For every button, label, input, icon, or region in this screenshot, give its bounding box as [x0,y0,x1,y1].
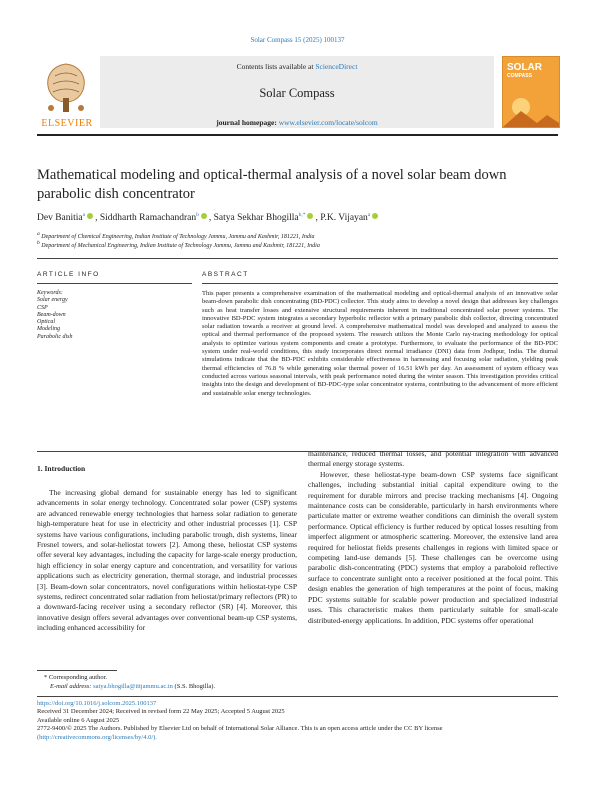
keywords-list [37,290,73,341]
journal-name: Solar Compass [259,86,335,100]
journal-cover-thumbnail [502,56,560,128]
journal-reference[interactable]: Solar Compass 15 (2025) 100137 [250,36,345,44]
contents-line [100,62,494,71]
author-list: Dev Banitia$^a$ , Siddharth Ramachandran$^b$ , Satya Sekhar Bhogilla$^{b,*}$ , P.K. Vijayan$^a$ [37,212,557,223]
header-rule [37,134,558,136]
keyword: CSP [37,304,48,311]
keyword: Parabolic dish [37,333,73,340]
homepage-link[interactable]: www.elsevier.com/locate/solcom [278,118,378,127]
cover-title-line-2: COMPASS [507,73,532,79]
affiliation-mark: b [37,240,40,246]
orcid-icon[interactable] [307,213,313,219]
orcid-icon[interactable] [372,213,378,219]
orcid-icon[interactable] [87,213,93,219]
keyword: Modeling [37,326,60,333]
homepage-prefix: journal homepage: [216,118,277,127]
intro-right-column [308,449,558,626]
author-name[interactable]: Satya Sekhar Bhogilla [213,213,299,224]
section-heading-introduction: 1. Introduction [37,464,86,473]
body-paragraph: maintenance, reduced thermal losses, and potential integration with advanced thermal energy storage systems. [308,449,558,469]
affiliation-b [37,240,320,249]
keywords-label: Keywords: [37,290,63,296]
intro-left-column [37,488,297,634]
author-name[interactable]: P.K. Vijayan [320,213,368,224]
keyword: Optical [37,319,55,326]
abstract-rule [202,283,558,284]
affiliation-rule [37,258,558,259]
affiliation-mark: a [37,231,40,237]
author-affiliation-mark[interactable]: a [82,212,86,218]
author-affiliation-mark[interactable]: b [196,212,199,218]
cover-title-line-1: SOLAR [507,62,542,73]
homepage-line [100,118,494,127]
affiliation-a [37,231,315,240]
article-dates: Received 31 December 2024; Received in revised form 22 May 2025; Accepted 5 August 2025 [37,708,285,716]
author-name[interactable]: Dev Banitia [37,213,83,224]
corresponding-author-note: * Corresponding author. [44,674,108,681]
footer-rule [37,696,558,697]
footer [37,700,558,742]
author-affiliation-mark[interactable]: b,* [298,212,306,218]
abstract-heading: ABSTRACT [202,271,249,278]
footnote-rule [37,670,117,671]
cover-art-icon [503,93,559,127]
contents-prefix: Contents lists available at [236,62,314,71]
doi-link[interactable]: https://doi.org/10.1016/j.solcom.2025.100137 [37,700,157,707]
email-link[interactable]: satya.bhogilla@iitjammu.ac.in [93,683,173,690]
sciencedirect-link[interactable]: ScienceDirect [315,62,358,71]
keyword: Solar energy [37,297,68,304]
orcid-icon[interactable] [201,213,207,219]
publisher-name: ELSEVIER [41,118,93,129]
affiliation-text: Department of Chemical Engineering, Indian Institute of Technology Jammu, Jammu and Kashmir, 181221, India [41,234,315,240]
body-paragraph: However, these heliostat-type beam-down CSP systems face significant challenges, including substantial initial capital expenditure owing to the requirement for durable mirrors and precise tracking mechanisms [4]. Ongoing maintenance costs can be considerable, particularly in harsh environments where particulate matter or extreme weather conditions can diminish the overall system performance. Optical efficiency is further reduced by optical losses resulting from imperfect alignment or atmospheric scattering. Moreover, the extensive land area required for heliostat fields presents challenges in regions with limited space or competing land-use demands [5]. These challenges can be overcome using parabolic dish-concentrating (PDC) systems that employ a paraboloid reflective surface to concentrate sunlight onto a receiver positioned at the focal point. This design enables the generation of high temperatures at the point of focus, making PDC systems suitable for scalable power production and specialized industrial uses. This characteristic makes them particularly suitable for small-scale distributed-energy applications. In addition, PDC systems offer operational [308,469,558,625]
email-suffix: (S.S. Bhogilla). [174,683,215,690]
keyword: Beam-down [37,311,66,318]
available-online: Available online 6 August 2025 [37,716,120,724]
email-line [50,683,215,690]
affiliation-text: Department of Mechanical Engineering, Indian Institute of Technology Jammu, Jammu and Kashmir, 181221, India [41,243,320,249]
license-link[interactable]: (http://creativecommons.org/licenses/by/4.0/). [37,733,157,741]
license-text: 2772-9400/© 2025 The Authors. Published by Elsevier Ltd on behalf of International Solar Alliance. This is an open access article under the CC BY license [37,725,443,733]
article-info-rule [37,283,192,284]
author-affiliation-mark[interactable]: a [367,212,371,218]
article-title: Mathematical modeling and optical-thermal analysis of a novel solar beam down parabolic dish concentrator [37,167,507,202]
author-name[interactable]: Siddharth Ramachandran [99,213,197,224]
body-paragraph: The increasing global demand for sustainable energy has led to significant advancements in solar energy technology. Concentrated solar power (CSP) systems are advanced renewable energy technologies that harness solar radiation to generate high-temperature heat for use in electricity and other industrial processes [1]. CSP systems have various configurations, including parabolic trough, dish systems, linear Fresnel towers, and solar-heliostat towers [2]. Among these, heliostat CSP systems offer several key advantages, including the capacity for large-scale energy production, high efficiency in solar energy capture and concentration, and versatility for various applications such as electricity generation, thermal storage, and industrial processes [3]. Beam-down solar concentrators, novel configurations within heliostat-type CSP systems, redirect concentrated solar radiation from heliostat/primary reflectors (PR) to a downward-facing receiver using a secondary reflector (SR) [4]. Moreover, this innovative design offers several advantages over conventional beam-up CSP systems, including enhanced accessibility for [37,488,297,633]
article-info-heading: ARTICLE INFO [37,271,100,278]
email-label: E-mail address: [50,683,92,690]
cover-title [507,63,557,79]
abstract-text: This paper presents a comprehensive examination of the mathematical modeling and optical-thermal analysis of an innovative solar beam-down parabolic dish concentrating (BD-PDC) collector. This study aims to develop a novel design that addresses key challenges such as heat transfer losses and extensive structural requirements inherent in traditional concentrated solar power systems. The innovative BD-PDC system integrates a secondary hyperbolic reflector with a primary parabolic dish collector, directing concentrated solar radiation towards a receiver at ground level. A comprehensive mathematical model was developed and analyzed to assess the optical and thermal performance of the proposed system. The research utilizes the Monte Carlo ray-tracing methodology for optical analysis to optimize various system components and create a prototype. Furthermore, to evaluate the performance of the BD-PDC system under real-world conditions, this study incorporates direct normal irradiance (DNI) data from Jodhpur, India. The diurnal simulations indicate that the BD-PDC exhibits considerable effectiveness in harnessing and focusing solar radiation, yielding peak thermal efficiencies of 76.8 % while generating solar thermal power of 16.51 kWh per day. An assessment of system efficacy was conducted across various seasonal intervals, with peak performance noted during the winter season. This investigation provides critical insights into the design and development of BD-PDC-type solar concentrator systems, contributing to the advancement of more efficient and sustainable solar energy technologies. [202,290,558,397]
